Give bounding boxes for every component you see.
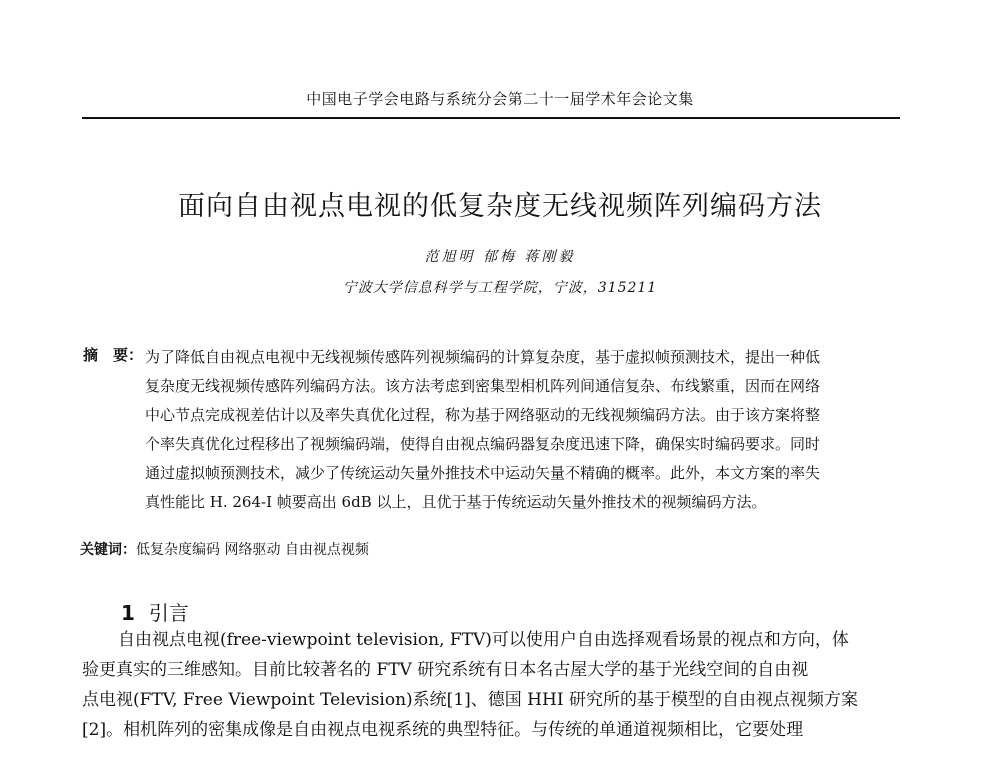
body-line: 自由视点电视(free-viewpoint television, FTV)可以使用户自由选择观看场景的视点和方向，体 <box>118 630 849 650</box>
abstract-line: 为了降低自由视点电视中无线视频传感阵列视频编码的计算复杂度，基于虚拟帧预测技术，提出一种低 <box>145 348 821 366</box>
abstract-body <box>145 343 927 517</box>
header-rule <box>82 117 900 119</box>
body-line: 验更真实的三维感知。目前比较著名的 FTV 研究系统有日本名古屋大学的基于光线空间的自由视 <box>82 660 809 680</box>
abstract-label: 摘 要： <box>83 346 144 364</box>
section-number: 1 <box>121 601 135 625</box>
keywords <box>80 539 369 559</box>
keywords-text: 低复杂度编码 网络驱动 自由视点视频 <box>136 542 369 558</box>
body-line: [2]。相机阵列的密集成像是自由视点电视系统的典型特征。与传统的单通道视频相比，它要处理 <box>82 720 804 740</box>
abstract-line: 真性能比 H. 264-I 帧要高出 6dB 以上，且优于基于传统运动矢量外推技术的视频编码方法。 <box>145 493 767 511</box>
section-title: 引言 <box>148 601 189 625</box>
paper-title: 面向自由视点电视的低复杂度无线视频阵列编码方法 <box>178 191 822 222</box>
keywords-label: 关键词： <box>80 542 136 558</box>
abstract-line: 个率失真优化过程移出了视频编码端，使得自由视点编码器复杂度迅速下降，确保实时编码要求。同时 <box>145 435 821 453</box>
abstract-line: 复杂度无线视频传感阵列编码方法。该方法考虑到密集型相机阵列间通信复杂、布线繁重，因而在网络 <box>145 377 821 395</box>
abstract-line: 通过虚拟帧预测技术，减少了传统运动矢量外推技术中运动矢量不精确的概率。此外，本文方案的率失 <box>145 464 821 482</box>
body-line: 点电视(FTV, Free Viewpoint Television)系统[1]、德国 HHI 研究所的基于模型的自由视点视频方案 <box>82 690 858 710</box>
section-heading <box>121 597 189 626</box>
affiliation: 宁波大学信息科学与工程学院，宁波，315211 <box>342 280 658 296</box>
running-head: 中国电子学会电路与系统分会第二十一届学术年会论文集 <box>306 90 694 108</box>
section-body <box>82 625 942 745</box>
abstract-line: 中心节点完成视差估计以及率失真优化过程，称为基于网络驱动的无线视频编码方法。由于该方案将整 <box>145 406 821 424</box>
author-list: 范旭明 郁梅 蒋刚毅 <box>424 249 576 265</box>
